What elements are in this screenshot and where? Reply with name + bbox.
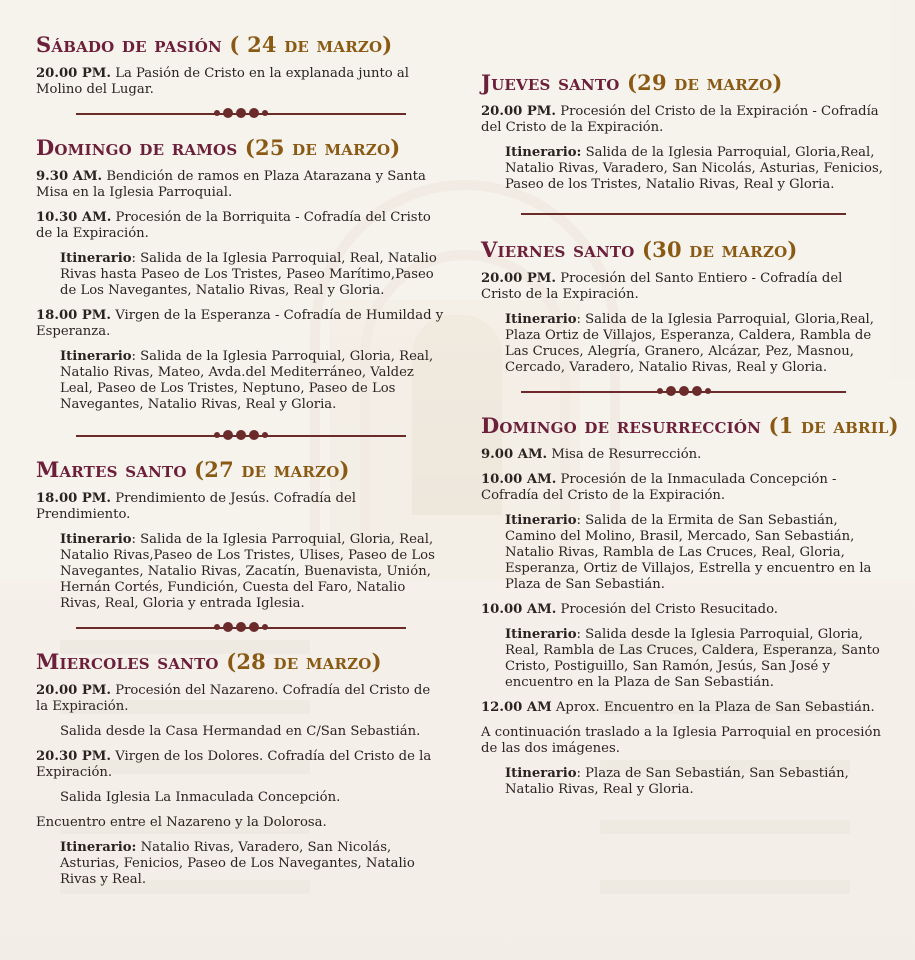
section-sabado-de-pasion (36, 32, 446, 98)
schedule-entry (36, 683, 446, 715)
schedule-entry (36, 491, 446, 523)
section-jueves-santo (481, 70, 886, 193)
section-heading: Domingo de resurrección (1 de abril) (481, 413, 899, 438)
section-domingo-de-resurreccion (481, 413, 899, 798)
itinerary-text: : Salida de la Iglesia Parroquial, Gloria, Real, Natalio Rivas,Paseo de Los Tristes, Ulises, Paseo de Los Navegantes, Natalio Rivas, Zacatín, Buenavista, Unión, Hernán Cortés, Fundición, Cuesta del Faro, Natalio Rivas, Real, Gloria y entrada Iglesia. (60, 532, 435, 611)
itinerary-label: Itinerario (505, 513, 577, 528)
itinerary-text: : Salida de la Iglesia Parroquial, Gloria,Real, Plaza Ortiz de Villajos, Esperanza, Caldera, Rambla de Las Cruces, Alegría, Granero, Alcázar, Pez, Masnou, Cercado, Varadero, Natalio Rivas, Real y Gloria. (505, 312, 874, 375)
itinerary (36, 349, 446, 413)
section-heading: Sábado de pasión ( 24 de marzo) (36, 32, 393, 57)
itinerary-label: Itinerario: (505, 145, 582, 160)
itinerary-text: : Salida de la Ermita de San Sebastián, Camino del Molino, Brasil, Mercado, San Sebastián, Natalio Rivas, Rambla de Las Cruces, Real, Gloria, Esperanza, Ortiz de Villajos, Estrella y encuentro en la Plaza de San Sebastián. (505, 513, 872, 592)
section-heading: Jueves santo (29 de marzo) (481, 70, 783, 95)
ornament-divider (36, 429, 446, 443)
section-date: ( 24 de marzo) (229, 32, 393, 57)
entry-text: Misa de Resurrección. (547, 447, 702, 462)
itinerary-text: : Salida desde la Iglesia Parroquial, Gloria, Real, Rambla de Las Cruces, Caldera, Esperanza, Santo Cristo, Postiguillo, San Ramón, Jesús, San José y encuentro en la Plaza de San Sebastián. (505, 627, 880, 690)
entry-text: Procesión del Nazareno. Cofradía del Cristo de la Expiración. (36, 683, 431, 714)
entry-time: 20.00 PM. (481, 104, 556, 119)
plain-divider (481, 207, 886, 221)
itinerary (481, 513, 886, 593)
section-date: (25 de marzo) (244, 135, 401, 160)
note: A continuación traslado a la Iglesia Parroquial en procesión de las dos imágenes. (481, 725, 881, 756)
entry-time: 9.00 AM. (481, 447, 548, 462)
section-date: (28 de marzo) (226, 649, 382, 674)
itinerary-text: Natalio Rivas, Varadero, San Nicolás, Asturias, Fenicios, Paseo de Los Navegantes, Natalio Rivas y Real. (60, 840, 415, 887)
itinerary (481, 766, 886, 798)
section-domingo-de-ramos (36, 135, 446, 413)
section-heading: Miercoles santo (28 de marzo) (36, 649, 382, 674)
ornament-divider (481, 385, 886, 399)
itinerary (36, 840, 446, 888)
section-martes-santo (36, 457, 446, 612)
itinerary-label: Itinerario (60, 251, 132, 266)
section-heading: Domingo de ramos (25 de marzo) (36, 135, 401, 160)
entry-text: Virgen de los Dolores. Cofradía del Cristo de la Expiración. (36, 749, 432, 780)
itinerary-label: Itinerario (505, 627, 577, 642)
section-miercoles-santo (36, 649, 446, 888)
entry-text: Procesión de la Borriquita - Cofradía del Cristo de la Expiración. (36, 210, 431, 241)
itinerary-label: Itinerario (505, 766, 577, 781)
entry-time: 20.00 PM. (36, 683, 111, 698)
entry-text: Procesión del Cristo Resucitado. (556, 602, 778, 617)
itinerary-label: Itinerario: (60, 840, 137, 855)
entry-time: 10.30 AM. (36, 210, 112, 225)
schedule-entry (36, 749, 446, 781)
schedule-entry (36, 308, 446, 340)
schedule-entry (481, 447, 886, 463)
entry-time: 20.00 PM. (481, 271, 556, 286)
schedule-entry (481, 104, 886, 136)
schedule-entry (36, 210, 446, 242)
entry-text: Procesión de la Inmaculada Concepción - Cofradía del Cristo de la Expiración. (481, 472, 837, 503)
section-heading: Viernes santo (30 de marzo) (481, 237, 798, 262)
itinerary (481, 145, 886, 193)
note: Salida desde la Casa Hermandad en C/San Sebastián. (60, 724, 421, 739)
entry-text: Procesión del Cristo de la Expiración - Cofradía del Cristo de la Expiración. (481, 104, 879, 135)
schedule-entry (481, 700, 886, 716)
entry-text: Procesión del Santo Entiero - Cofradía del Cristo de la Expiración. (481, 271, 843, 302)
entry-time: 10.00 AM. (481, 472, 557, 487)
right-column (481, 70, 899, 807)
section-viernes-santo (481, 237, 886, 376)
note: Encuentro entre el Nazareno y la Dolorosa. (36, 815, 327, 830)
entry-time: 20.00 PM. (36, 66, 111, 81)
entry-text: La Pasión de Cristo en la explanada junto al Molino del Lugar. (36, 66, 409, 97)
schedule-entry (36, 66, 446, 98)
itinerary (481, 312, 886, 376)
itinerary-text: : Salida de la Iglesia Parroquial, Real, Natalio Rivas hasta Paseo de Los Tristes, Paseo Marítimo,Paseo de Los Navegantes, Natalio Rivas, Real y Gloria. (60, 251, 437, 298)
itinerary-text: Salida de la Iglesia Parroquial, Gloria,Real, Natalio Rivas, Varadero, San Nicolás, Asturias, Fenicios, Paseo de los Tristes, Natalio Rivas, Real y Gloria. (505, 145, 883, 192)
entry-text: Virgen de la Esperanza - Cofradía de Humildad y Esperanza. (36, 308, 444, 339)
schedule-entry (481, 271, 886, 303)
ornament-divider (36, 107, 446, 121)
entry-time: 10.00 AM. (481, 602, 557, 617)
entry-time: 12.00 AM (481, 700, 552, 715)
itinerary (481, 627, 886, 691)
itinerary (36, 251, 446, 299)
schedule-entry (481, 602, 886, 618)
section-date: (29 de marzo) (627, 70, 783, 95)
left-column (36, 32, 446, 897)
entry-time: 18.00 PM. (36, 491, 111, 506)
entry-text: Aprox. Encuentro en la Plaza de San Sebastián. (551, 700, 875, 715)
itinerary-text: : Plaza de San Sebastián, San Sebastián, Natalio Rivas, Real y Gloria. (505, 766, 849, 797)
entry-time: 20.30 PM. (36, 749, 111, 764)
entry-text: Bendición de ramos en Plaza Atarazana y Santa Misa en la Iglesia Parroquial. (36, 169, 426, 200)
note: Salida Iglesia La Inmaculada Concepción. (60, 790, 341, 805)
itinerary-label: Itinerario (505, 312, 577, 327)
schedule-entry (36, 169, 446, 201)
section-date: (30 de marzo) (642, 237, 798, 262)
itinerary-label: Itinerario (60, 532, 132, 547)
entry-time: 18.00 PM. (36, 308, 111, 323)
itinerary (36, 532, 446, 612)
section-date: (1 de abril) (768, 413, 899, 438)
section-heading: Martes santo (27 de marzo) (36, 457, 350, 482)
itinerary-text: : Salida de la Iglesia Parroquial, Gloria, Real, Natalio Rivas, Mateo, Avda.del Mediterráneo, Valdez Leal, Paseo de Los Tristes, Neptuno, Paseo de Los Navegantes, Natalio Rivas, Real y Gloria. (60, 349, 434, 412)
entry-time: 9.30 AM. (36, 169, 103, 184)
itinerary-label: Itinerario (60, 349, 132, 364)
section-date: (27 de marzo) (194, 457, 350, 482)
schedule-entry (481, 472, 886, 504)
ornament-divider (36, 621, 446, 635)
entry-text: Prendimiento de Jesús. Cofradía del Prendimiento. (36, 491, 356, 522)
